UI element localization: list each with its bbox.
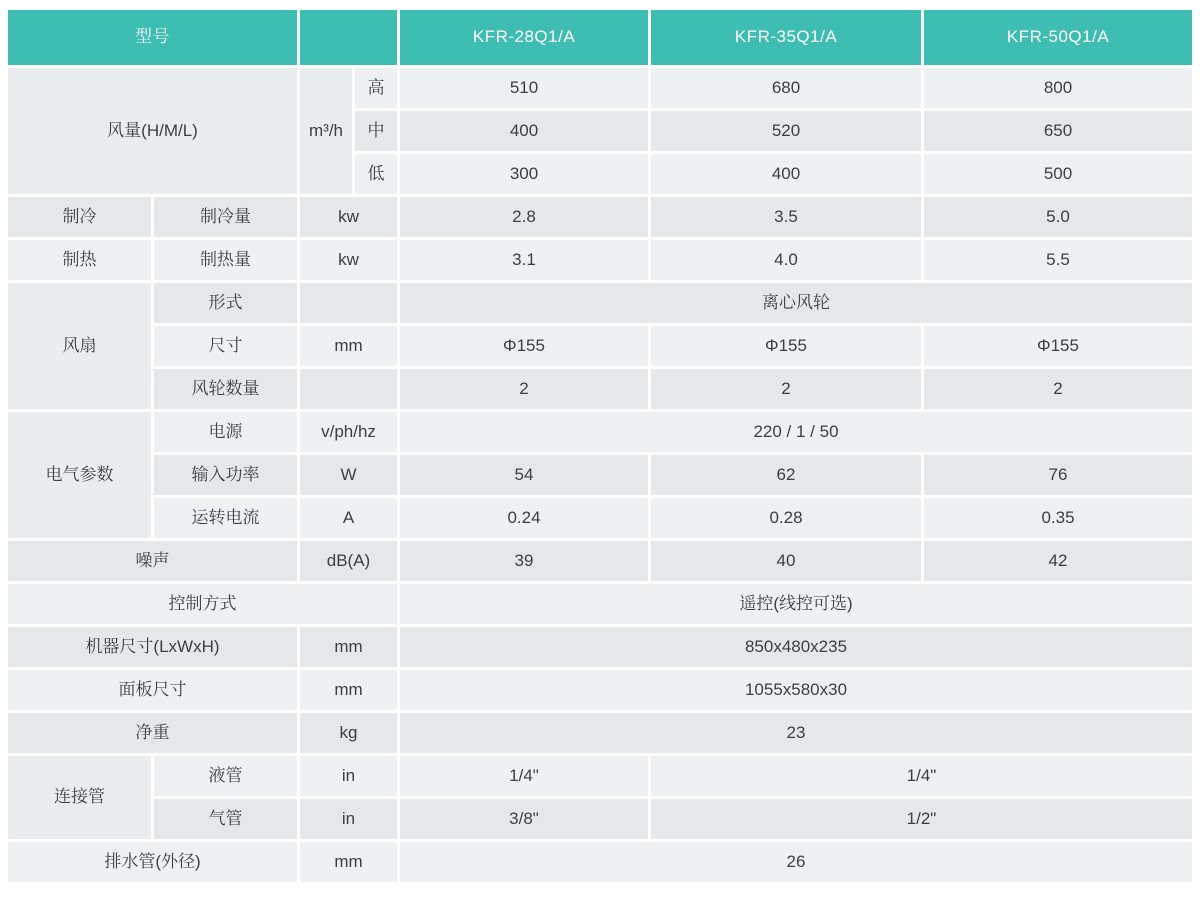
cell-airflow-mid-35: 520 [651,111,921,151]
row-power-supply [8,412,1192,452]
cell-airflow-mid-level: 中 [355,111,397,151]
cell-control-label: 控制方式 [8,584,397,624]
cell-electrical-group: 电气参数 [8,412,151,538]
cell-cooling-50: 5.0 [924,197,1192,237]
cell-airflow-high-50: 800 [924,68,1192,108]
cell-noise-unit: dB(A) [300,541,397,581]
row-control [8,584,1192,624]
cell-heating-28: 3.1 [400,240,648,280]
cell-power-supply-label: 电源 [154,412,297,452]
cell-input-power-28: 54 [400,455,648,495]
row-cooling [8,197,1192,237]
cell-cooling-label: 制冷量 [154,197,297,237]
cell-airflow-high-28: 510 [400,68,648,108]
cell-running-current-50: 0.35 [924,498,1192,538]
cell-drain-unit: mm [300,842,397,882]
cell-airflow-low-35: 400 [651,154,921,194]
header-row [8,10,1192,65]
cell-power-supply-unit: v/ph/hz [300,412,397,452]
cell-fan-type-unit [300,283,397,323]
cell-airflow-mid-50: 650 [924,111,1192,151]
row-running-current [8,498,1192,538]
cell-fan-size-50: Φ155 [924,326,1192,366]
cell-airflow-low-50: 500 [924,154,1192,194]
cell-running-current-label: 运转电流 [154,498,297,538]
cell-fan-type-label: 形式 [154,283,297,323]
cell-piping-group: 连接管 [8,756,151,839]
row-drain [8,842,1192,882]
cell-fan-count-unit [300,369,397,409]
header-model-kfr35: KFR-35Q1/A [651,10,921,65]
cell-gas-pipe-label: 气管 [154,799,297,839]
cell-running-current-28: 0.24 [400,498,648,538]
row-heating [8,240,1192,280]
cell-fan-count-35: 2 [651,369,921,409]
cell-noise-35: 40 [651,541,921,581]
row-liquid-pipe [8,756,1192,796]
cell-net-weight-label: 净重 [8,713,297,753]
cell-airflow-mid-28: 400 [400,111,648,151]
cell-gas-pipe-unit: in [300,799,397,839]
cell-gas-pipe-35-50: 1/2" [651,799,1192,839]
cell-cooling-group: 制冷 [8,197,151,237]
cell-fan-count-label: 风轮数量 [154,369,297,409]
row-airflow-high [8,68,1192,108]
cell-liquid-pipe-label: 液管 [154,756,297,796]
cell-unit-dims-unit: mm [300,627,397,667]
cell-noise-label: 噪声 [8,541,297,581]
row-panel-dims [8,670,1192,710]
cell-input-power-50: 76 [924,455,1192,495]
cell-input-power-35: 62 [651,455,921,495]
cell-net-weight-unit: kg [300,713,397,753]
cell-input-power-unit: W [300,455,397,495]
cell-panel-dims-label: 面板尺寸 [8,670,297,710]
header-unit-cell [300,10,397,65]
cell-fan-size-unit: mm [300,326,397,366]
cell-drain-label: 排水管(外径) [8,842,297,882]
cell-fan-size-35: Φ155 [651,326,921,366]
cell-power-supply-value: 220 / 1 / 50 [400,412,1192,452]
cell-net-weight-value: 23 [400,713,1192,753]
cell-noise-28: 39 [400,541,648,581]
row-fan-type [8,283,1192,323]
cell-drain-value: 26 [400,842,1192,882]
row-fan-count [8,369,1192,409]
cell-liquid-pipe-unit: in [300,756,397,796]
header-model-kfr28: KFR-28Q1/A [400,10,648,65]
cell-airflow-unit: m³/h [300,68,352,194]
cell-fan-count-28: 2 [400,369,648,409]
cell-unit-dims-label: 机器尺寸(LxWxH) [8,627,297,667]
row-input-power [8,455,1192,495]
cell-unit-dims-value: 850x480x235 [400,627,1192,667]
cell-fan-type-value: 离心风轮 [400,283,1192,323]
cell-liquid-pipe-35-50: 1/4" [651,756,1192,796]
row-fan-size [8,326,1192,366]
cell-running-current-unit: A [300,498,397,538]
cell-heating-35: 4.0 [651,240,921,280]
cell-fan-group: 风扇 [8,283,151,409]
cell-fan-size-28: Φ155 [400,326,648,366]
row-gas-pipe [8,799,1192,839]
cell-airflow-label: 风量(H/M/L) [8,68,297,194]
cell-heating-50: 5.5 [924,240,1192,280]
cell-fan-count-50: 2 [924,369,1192,409]
cell-fan-size-label: 尺寸 [154,326,297,366]
cell-airflow-high-level: 高 [355,68,397,108]
cell-control-value: 遥控(线控可选) [400,584,1192,624]
cell-input-power-label: 输入功率 [154,455,297,495]
cell-panel-dims-value: 1055x580x30 [400,670,1192,710]
cell-airflow-high-35: 680 [651,68,921,108]
row-noise [8,541,1192,581]
cell-noise-50: 42 [924,541,1192,581]
cell-heating-label: 制热量 [154,240,297,280]
cell-cooling-28: 2.8 [400,197,648,237]
cell-airflow-low-28: 300 [400,154,648,194]
row-unit-dims [8,627,1192,667]
header-model-label: 型号 [8,10,297,65]
row-net-weight [8,713,1192,753]
cell-cooling-35: 3.5 [651,197,921,237]
cell-gas-pipe-28: 3/8" [400,799,648,839]
cell-liquid-pipe-28: 1/4" [400,756,648,796]
cell-heating-group: 制热 [8,240,151,280]
header-model-kfr50: KFR-50Q1/A [924,10,1192,65]
spec-table [5,7,1195,885]
cell-airflow-low-level: 低 [355,154,397,194]
cell-panel-dims-unit: mm [300,670,397,710]
cell-heating-unit: kw [300,240,397,280]
cell-running-current-35: 0.28 [651,498,921,538]
cell-cooling-unit: kw [300,197,397,237]
